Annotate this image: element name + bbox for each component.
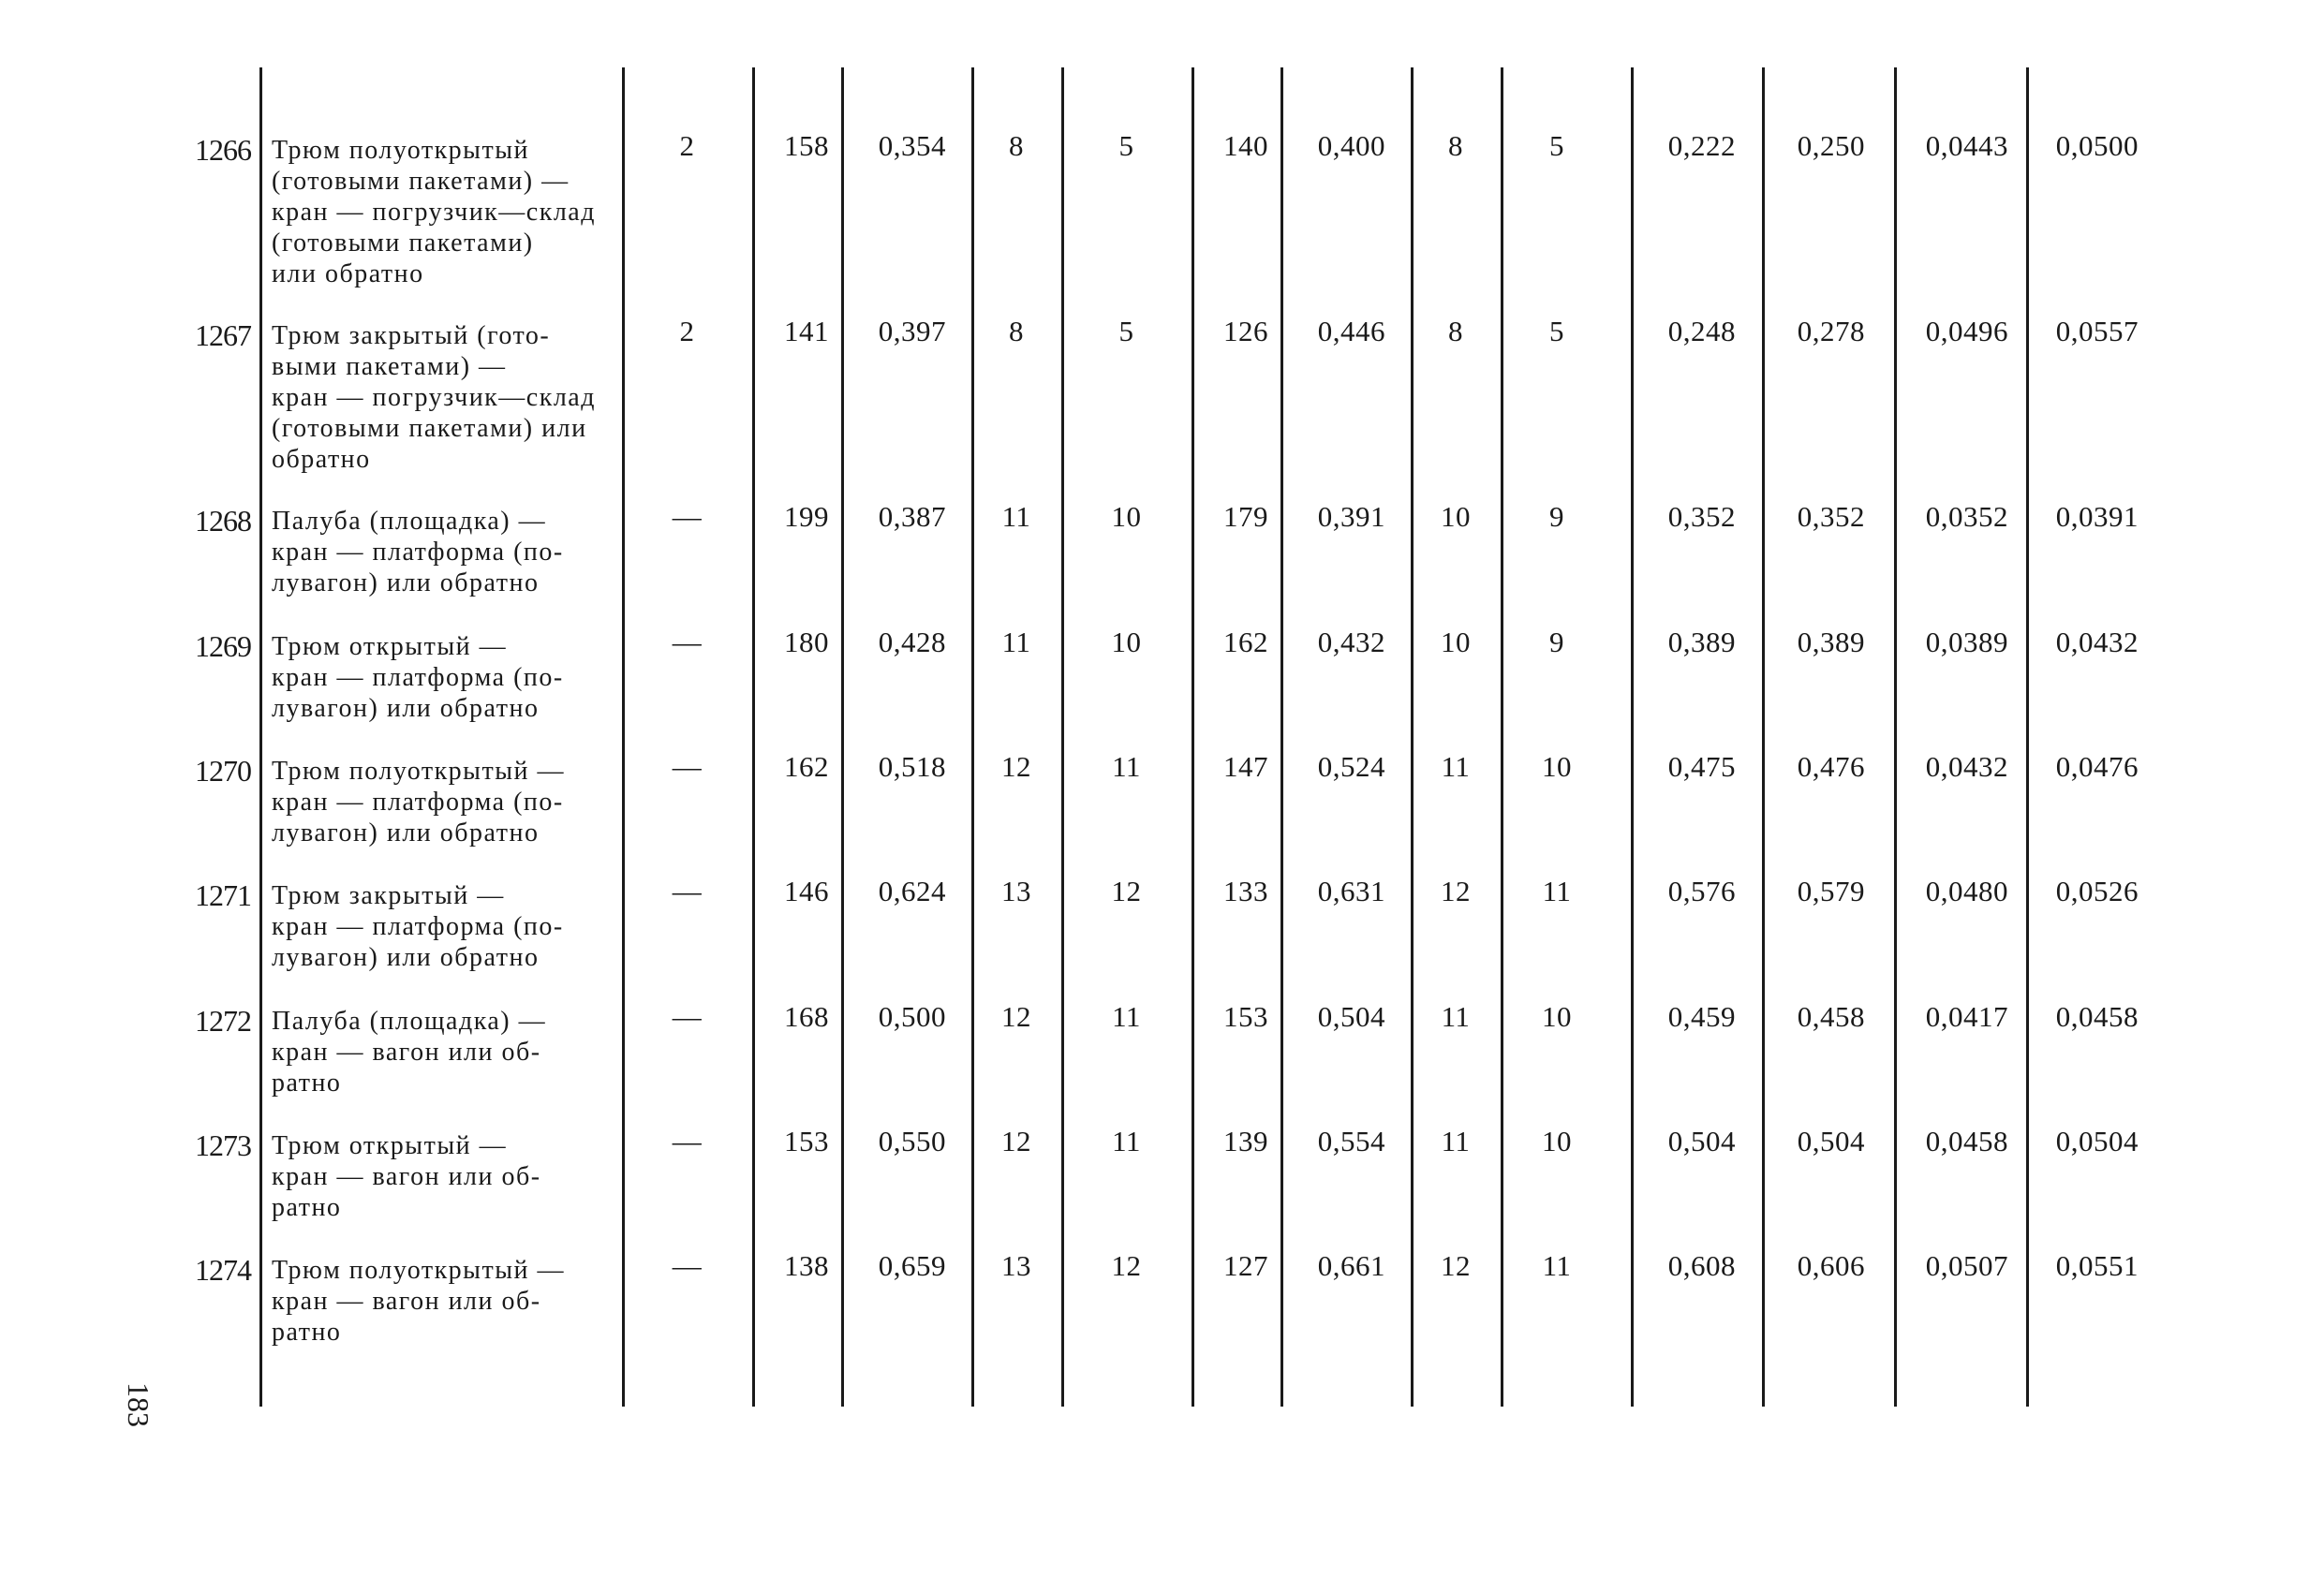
page-number: 183 [122, 1382, 155, 1427]
table-cell-c10: 0,608 [1667, 1249, 1736, 1282]
description-line: Палуба (площадка) — [272, 1007, 547, 1036]
table-cell-c11: 0,504 [1797, 1125, 1865, 1157]
table-cell-c12: 0,0443 [1925, 129, 2008, 162]
description-line: Трюм полуоткрытый — [272, 1256, 566, 1285]
table-cell-c5: 12 [1111, 1249, 1142, 1282]
table-cell-c1: — [672, 875, 703, 907]
description-line: (готовыми пакетами) — [272, 167, 570, 196]
table-cell-c3: 0,550 [878, 1125, 946, 1157]
table-cell-c2: 199 [784, 500, 829, 533]
column-rule [622, 67, 625, 1407]
row-number: 1271 [195, 878, 251, 912]
table-cell-c13: 0,0526 [2055, 875, 2139, 907]
column-rule [259, 67, 262, 1407]
table-cell-c3: 0,387 [878, 500, 946, 533]
table-cell-c4: 12 [1001, 1000, 1031, 1033]
table-cell-c4: 11 [1001, 500, 1031, 533]
table-cell-c13: 0,0458 [2055, 1000, 2139, 1033]
table-cell-c2: 153 [784, 1125, 829, 1157]
column-rule [1280, 67, 1283, 1407]
description-line: кран — погрузчик—склад [272, 383, 596, 412]
description-line: Трюм полуоткрытый — [272, 757, 566, 786]
table-cell-c11: 0,458 [1797, 1000, 1865, 1033]
table-cell-c13: 0,0500 [2055, 129, 2139, 162]
table-cell-c5: 10 [1111, 500, 1142, 533]
table-cell-c12: 0,0432 [1925, 750, 2008, 783]
table-cell-c7: 0,554 [1317, 1125, 1385, 1157]
table-cell-c3: 0,659 [878, 1249, 946, 1282]
table-cell-c4: 13 [1001, 1249, 1031, 1282]
row-number: 1274 [195, 1253, 251, 1287]
description-line: Трюм открытый — [272, 1131, 508, 1160]
operation-description [272, 880, 614, 973]
table-cell-c2: 162 [784, 750, 829, 783]
table-cell-c8: 11 [1441, 750, 1471, 783]
table-cell-c6: 153 [1223, 1000, 1268, 1033]
table-cell-c11: 0,476 [1797, 750, 1865, 783]
description-line: кран — вагон или об- [272, 1038, 541, 1067]
table-cell-c9: 11 [1542, 875, 1572, 907]
column-rule [841, 67, 844, 1407]
description-line: Трюм закрытый — [272, 881, 505, 910]
table-cell-c4: 12 [1001, 750, 1031, 783]
table-cell-c6: 179 [1223, 500, 1268, 533]
table-cell-c4: 12 [1001, 1125, 1031, 1157]
table-cell-c10: 0,222 [1667, 129, 1736, 162]
table-cell-c8: 12 [1441, 875, 1471, 907]
table-cell-c1: — [672, 750, 703, 783]
table-cell-c12: 0,0389 [1925, 626, 2008, 658]
table-cell-c2: 141 [784, 315, 829, 347]
table-cell-c9: 11 [1542, 1249, 1572, 1282]
operation-description [272, 135, 614, 289]
table-cell-c13: 0,0504 [2055, 1125, 2139, 1157]
table-cell-c4: 8 [1009, 315, 1024, 347]
description-line: кран — вагон или об- [272, 1162, 541, 1191]
table-cell-c12: 0,0480 [1925, 875, 2008, 907]
table-cell-c13: 0,0391 [2055, 500, 2139, 533]
table-cell-c3: 0,624 [878, 875, 946, 907]
operation-description [272, 1255, 614, 1348]
table-cell-c6: 127 [1223, 1249, 1268, 1282]
table-cell-c7: 0,446 [1317, 315, 1385, 347]
description-line: Трюм полуоткрытый [272, 136, 530, 165]
table-cell-c9: 9 [1549, 500, 1564, 533]
column-rule [1631, 67, 1634, 1407]
operation-description [272, 1130, 614, 1223]
description-line: Трюм открытый — [272, 632, 508, 661]
table-cell-c6: 126 [1223, 315, 1268, 347]
row-number: 1269 [195, 629, 251, 663]
table-cell-c13: 0,0476 [2055, 750, 2139, 783]
table-cell-c11: 0,352 [1797, 500, 1865, 533]
description-line: выми пакетами) — [272, 352, 507, 381]
description-line: или обратно [272, 259, 424, 288]
operation-description [272, 631, 614, 724]
table-cell-c2: 158 [784, 129, 829, 162]
table-cell-c13: 0,0432 [2055, 626, 2139, 658]
column-rule [1762, 67, 1765, 1407]
table-cell-c7: 0,400 [1317, 129, 1385, 162]
column-rule [1411, 67, 1414, 1407]
table-cell-c3: 0,518 [878, 750, 946, 783]
table-cell-c4: 13 [1001, 875, 1031, 907]
table-cell-c9: 5 [1549, 315, 1564, 347]
description-line: кран — платформа (по- [272, 788, 564, 817]
description-line: лувагон) или обратно [272, 694, 540, 723]
description-line: кран — погрузчик—склад [272, 198, 596, 227]
table-cell-c8: 12 [1441, 1249, 1471, 1282]
table-cell-c7: 0,391 [1317, 500, 1385, 533]
operation-description [272, 1006, 614, 1098]
table-cell-c9: 10 [1542, 1000, 1572, 1033]
table-cell-c8: 8 [1448, 315, 1463, 347]
description-line: лувагон) или обратно [272, 943, 540, 972]
table-cell-c3: 0,354 [878, 129, 946, 162]
table-cell-c12: 0,0458 [1925, 1125, 2008, 1157]
column-rule [1501, 67, 1503, 1407]
description-line: Трюм закрытый (гото- [272, 321, 551, 350]
row-number: 1273 [195, 1128, 251, 1162]
table-cell-c5: 5 [1118, 129, 1134, 162]
table-cell-c7: 0,432 [1317, 626, 1385, 658]
table-cell-c6: 133 [1223, 875, 1268, 907]
table-cell-c7: 0,524 [1317, 750, 1385, 783]
row-number: 1272 [195, 1004, 251, 1038]
operation-description [272, 320, 614, 475]
table-cell-c11: 0,606 [1797, 1249, 1865, 1282]
table-cell-c9: 9 [1549, 626, 1564, 658]
table-cell-c1: — [672, 1125, 703, 1157]
table-cell-c1: — [672, 626, 703, 658]
table-cell-c9: 5 [1549, 129, 1564, 162]
description-line: ратно [272, 1318, 342, 1347]
table-cell-c8: 8 [1448, 129, 1463, 162]
description-line: кран — платформа (по- [272, 538, 564, 567]
table-cell-c10: 0,504 [1667, 1125, 1736, 1157]
table-cell-c10: 0,389 [1667, 626, 1736, 658]
table-cell-c3: 0,428 [878, 626, 946, 658]
table-cell-c11: 0,278 [1797, 315, 1865, 347]
row-number: 1266 [195, 133, 251, 167]
table-cell-c3: 0,397 [878, 315, 946, 347]
table-cell-c7: 0,631 [1317, 875, 1385, 907]
operation-description [272, 756, 614, 848]
table-cell-c11: 0,250 [1797, 129, 1865, 162]
table-cell-c6: 140 [1223, 129, 1268, 162]
table-cell-c1: 2 [679, 315, 695, 347]
table-cell-c10: 0,248 [1667, 315, 1736, 347]
table-cell-c2: 168 [784, 1000, 829, 1033]
table-cell-c6: 147 [1223, 750, 1268, 783]
table-cell-c8: 11 [1441, 1000, 1471, 1033]
table-cell-c5: 11 [1112, 1125, 1141, 1157]
operation-description [272, 506, 614, 598]
table-cell-c5: 11 [1112, 750, 1141, 783]
table-cell-c3: 0,500 [878, 1000, 946, 1033]
row-number: 1268 [195, 504, 251, 538]
table-cell-c8: 10 [1441, 500, 1471, 533]
table-cell-c10: 0,459 [1667, 1000, 1736, 1033]
table-cell-c10: 0,576 [1667, 875, 1736, 907]
description-line: Палуба (площадка) — [272, 507, 547, 536]
table-cell-c2: 180 [784, 626, 829, 658]
table-cell-c6: 162 [1223, 626, 1268, 658]
table-cell-c11: 0,579 [1797, 875, 1865, 907]
description-line: кран — платформа (по- [272, 912, 564, 941]
description-line: кран — платформа (по- [272, 663, 564, 692]
description-line: ратно [272, 1193, 342, 1222]
table-cell-c7: 0,504 [1317, 1000, 1385, 1033]
table-cell-c8: 11 [1441, 1125, 1471, 1157]
table-cell-c12: 0,0417 [1925, 1000, 2008, 1033]
table-cell-c9: 10 [1542, 750, 1572, 783]
column-rule [1192, 67, 1194, 1407]
description-line: обратно [272, 445, 371, 474]
description-line: лувагон) или обратно [272, 568, 540, 597]
table-cell-c13: 0,0557 [2055, 315, 2139, 347]
description-line: лувагон) или обратно [272, 818, 540, 848]
table-cell-c12: 0,0352 [1925, 500, 2008, 533]
column-rule [1061, 67, 1064, 1407]
column-rule [752, 67, 755, 1407]
table-cell-c5: 12 [1111, 875, 1142, 907]
row-number: 1270 [195, 754, 251, 788]
row-number: 1267 [195, 318, 251, 352]
table-cell-c4: 8 [1009, 129, 1024, 162]
table-cell-c5: 5 [1118, 315, 1134, 347]
table-cell-c12: 0,0496 [1925, 315, 2008, 347]
table-cell-c10: 0,475 [1667, 750, 1736, 783]
table-cell-c9: 10 [1542, 1125, 1572, 1157]
description-line: ратно [272, 1069, 342, 1098]
table-cell-c10: 0,352 [1667, 500, 1736, 533]
table-cell-c2: 138 [784, 1249, 829, 1282]
column-rule [1894, 67, 1897, 1407]
description-line: кран — вагон или об- [272, 1287, 541, 1316]
description-line: (готовыми пакетами) [272, 228, 534, 258]
table-cell-c1: 2 [679, 129, 695, 162]
table-cell-c1: — [672, 1000, 703, 1033]
table-cell-c12: 0,0507 [1925, 1249, 2008, 1282]
table-cell-c2: 146 [784, 875, 829, 907]
table-cell-c1: — [672, 1249, 703, 1282]
column-rule [2026, 67, 2029, 1407]
table-cell-c13: 0,0551 [2055, 1249, 2139, 1282]
table-cell-c1: — [672, 500, 703, 533]
table-cell-c5: 11 [1112, 1000, 1141, 1033]
table-cell-c4: 11 [1001, 626, 1031, 658]
column-rule [971, 67, 974, 1407]
table-cell-c6: 139 [1223, 1125, 1268, 1157]
table-cell-c5: 10 [1111, 626, 1142, 658]
table-cell-c11: 0,389 [1797, 626, 1865, 658]
description-line: (готовыми пакетами) или [272, 414, 587, 443]
table-cell-c7: 0,661 [1317, 1249, 1385, 1282]
table-cell-c8: 10 [1441, 626, 1471, 658]
